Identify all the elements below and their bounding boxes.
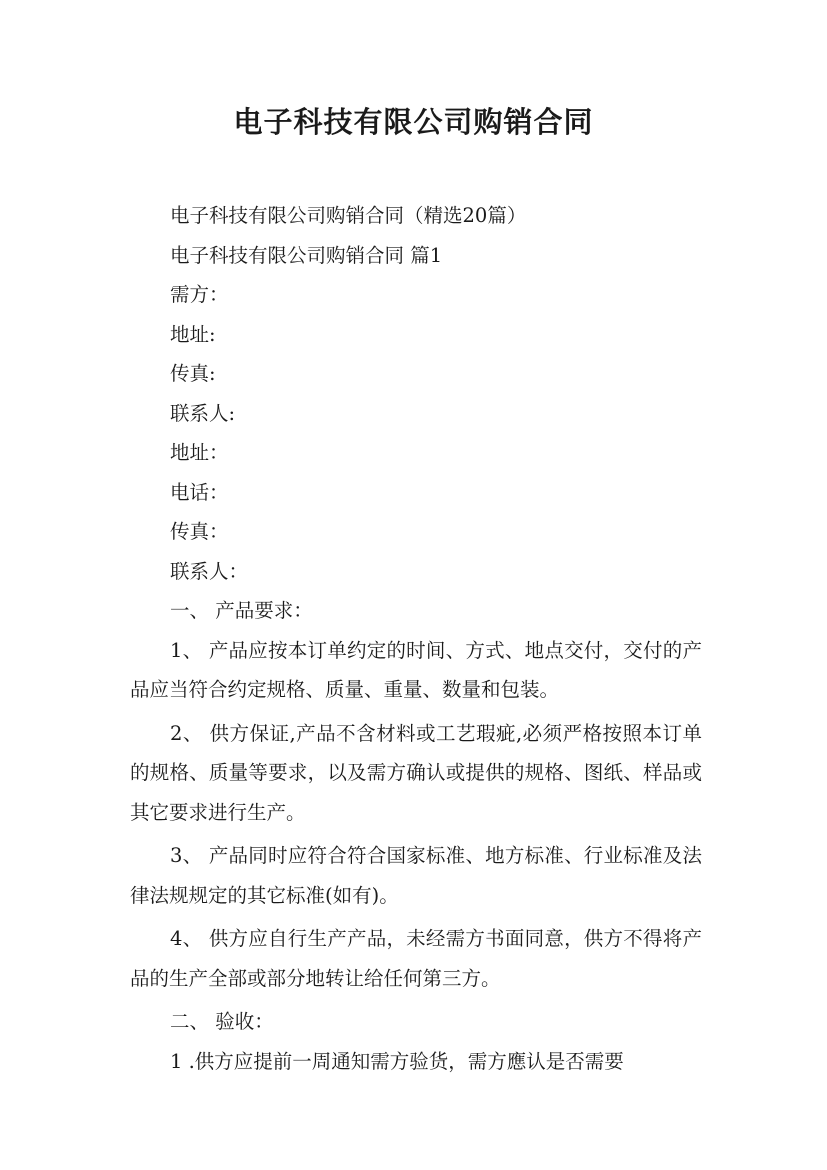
- doc-line-phone: 电话：: [170, 480, 229, 504]
- clause-paragraph: 2、 供方保证,产品不含材料或工艺瑕疵,必须严格按照本订单的规格、质量等要求，以及需方确认或提供的规格、图纸、样品或其它要求进行生产。: [130, 721, 702, 824]
- document-title: 电子科技有限公司购销合同: [233, 105, 594, 139]
- doc-line-contact-2: 联系人：: [170, 559, 249, 583]
- clause-paragraph: 1、 产品应按本订单约定的时间、方式、地点交付，交付的产品应当符合约定规格、质量、重量、数量和包装。: [130, 638, 702, 701]
- clause-paragraph-partial: 1 .供方应提前一周通知需方验货，需方應认是否需要: [170, 1049, 624, 1073]
- clause-paragraph: 3、 产品同时应符合符合国家标准、地方标准、行业标准及法律法规规定的其它标准(如有)。: [130, 844, 702, 907]
- doc-line-address: 地址:: [170, 322, 216, 346]
- doc-line-section-title: 电子科技有限公司购销合同 篇1: [170, 243, 443, 267]
- section-heading-product-requirements: 一、 产品要求：: [170, 599, 313, 622]
- document-body: [130, 196, 702, 1081]
- section-heading-acceptance: 二、 验收：: [170, 1010, 274, 1033]
- doc-line-subtitle: 电子科技有限公司购销合同（精选20篇）: [170, 204, 527, 227]
- doc-line-fax: 传真:: [170, 362, 216, 385]
- doc-line-address-2: 地址：: [170, 441, 229, 464]
- clause-paragraph: 4、 供方应自行生产产品，未经需方书面同意，供方不得将产品的生产全部或部分地转让给任何第三方。: [130, 927, 702, 990]
- doc-line-fax-2: 传真：: [170, 520, 229, 543]
- doc-line-buyer: 需方：: [170, 283, 229, 306]
- doc-line-contact: 联系人:: [170, 401, 236, 425]
